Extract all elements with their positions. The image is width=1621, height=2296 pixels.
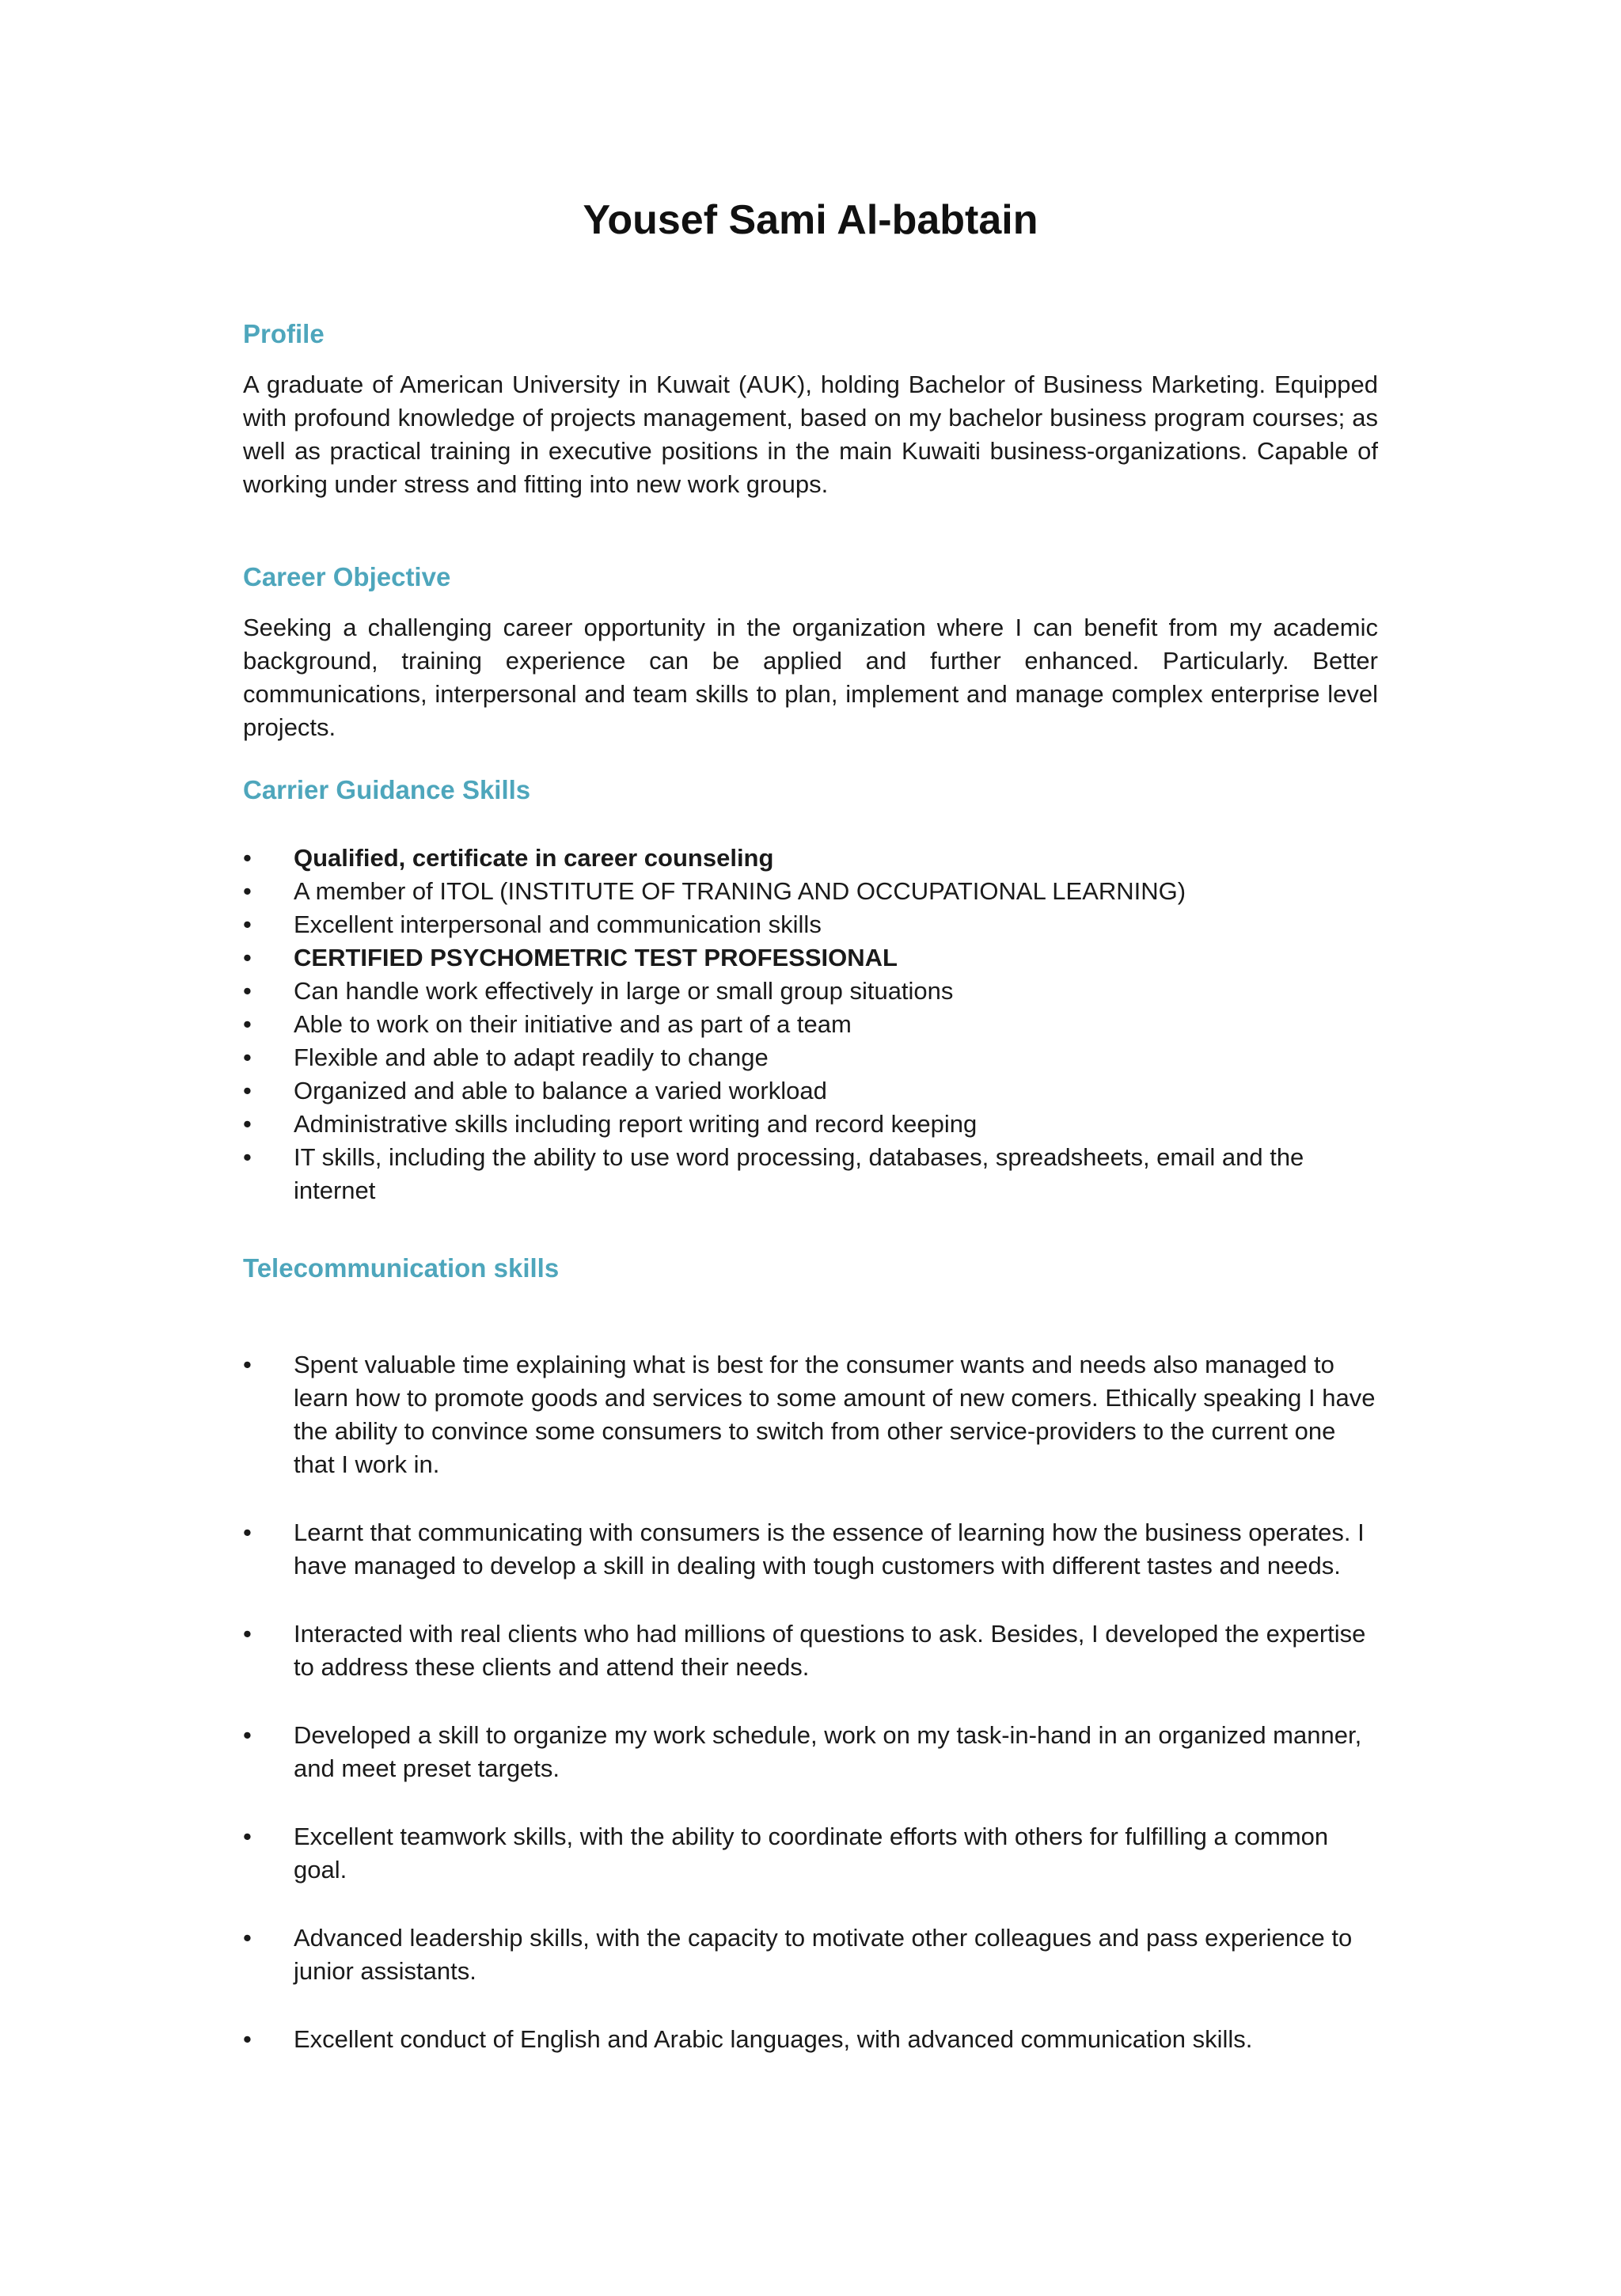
- list-item: • Qualified, certificate in career counseling: [243, 842, 1378, 875]
- list-item: • Able to work on their initiative and as part of a team: [243, 1008, 1378, 1041]
- candidate-name: Yousef Sami Al-babtain: [583, 197, 1038, 243]
- bullet-icon: •: [243, 1043, 252, 1071]
- list-item: • Organized and able to balance a varied workload: [243, 1074, 1378, 1108]
- list-item: • CERTIFIED PSYCHOMETRIC TEST PROFESSIONAL: [243, 941, 1378, 975]
- list-item: • Learnt that communicating with consumers is the essence of learning how the business operates. I have managed to develop a skill in dealing with tough customers with different tastes and needs.: [243, 1516, 1378, 1583]
- guidance-skills-heading: Carrier Guidance Skills: [243, 775, 531, 804]
- list-item: • A member of ITOL (INSTITUTE OF TRANING AND OCCUPATIONAL LEARNING): [243, 875, 1378, 908]
- bullet-icon: •: [243, 977, 252, 1005]
- telecom-skills-list: [243, 1348, 1378, 2056]
- list-item: • Flexible and able to adapt readily to change: [243, 1041, 1378, 1074]
- bullet-icon: •: [243, 1351, 252, 1378]
- bullet-icon: •: [243, 1143, 252, 1171]
- list-item: • Advanced leadership skills, with the capacity to motivate other colleagues and pass experience to junior assistants.: [243, 1922, 1378, 1988]
- guidance-skills-section: [243, 774, 1378, 1207]
- bullet-icon: •: [243, 877, 252, 905]
- telecom-skills-heading: Telecommunication skills: [243, 1253, 560, 1283]
- list-item: • Excellent interpersonal and communication skills: [243, 908, 1378, 941]
- bullet-icon: •: [243, 1823, 252, 1850]
- bullet-icon: •: [243, 2025, 252, 2053]
- list-item: • Can handle work effectively in large or small group situations: [243, 975, 1378, 1008]
- bullet-icon: •: [243, 1077, 252, 1104]
- career-objective-section: [243, 561, 1378, 744]
- bullet-icon: •: [243, 1924, 252, 1952]
- bullet-icon: •: [243, 1721, 252, 1749]
- bullet-icon: •: [243, 844, 252, 872]
- guidance-skills-list: [243, 842, 1378, 1207]
- list-item: • Excellent conduct of English and Arabic languages, with advanced communication skills.: [243, 2023, 1378, 2056]
- list-item: • Interacted with real clients who had millions of questions to ask. Besides, I developed the expertise to address these clients and attend their needs.: [243, 1617, 1378, 1684]
- bullet-icon: •: [243, 1010, 252, 1038]
- list-item: • Excellent teamwork skills, with the ability to coordinate efforts with others for fulfilling a common goal.: [243, 1820, 1378, 1887]
- bullet-icon: •: [243, 1620, 252, 1648]
- telecom-skills-section: [243, 1252, 1378, 2091]
- bullet-icon: •: [243, 910, 252, 938]
- bullet-icon: •: [243, 944, 252, 971]
- bullet-icon: •: [243, 1110, 252, 1138]
- bullet-icon: •: [243, 1519, 252, 1546]
- profile-heading: Profile: [243, 319, 325, 348]
- profile-section: [243, 317, 1378, 501]
- profile-text: A graduate of American University in Kuwait (AUK), holding Bachelor of Business Marketing. Equipped with profound knowledge of projects management, based on my bachelor business program courses; as well as practical training in executive positions in the main Kuwaiti business-organizations. Capable of working under stress and fitting into new work groups.: [243, 371, 1378, 498]
- career-objective-text: Seeking a challenging career opportunity in the organization where I can benefit from my academic background, training experience can be applied and further enhanced. Particularly. Better communications, interpersonal and team skills to plan, implement and manage complex enterprise level projects.: [243, 614, 1378, 741]
- list-item: • Administrative skills including report writing and record keeping: [243, 1108, 1378, 1141]
- list-item: • Developed a skill to organize my work schedule, work on my task-in-hand in an organized manner, and meet preset targets.: [243, 1719, 1378, 1785]
- list-item: • IT skills, including the ability to use word processing, databases, spreadsheets, email and the internet: [243, 1141, 1378, 1207]
- career-objective-heading: Career Objective: [243, 562, 451, 591]
- list-item: • Spent valuable time explaining what is best for the consumer wants and needs also managed to learn how to promote goods and services to some amount of new comers. Ethically speaking I have the ability to convince some consumers to switch from other service-providers to the current one that I work in.: [243, 1348, 1378, 1481]
